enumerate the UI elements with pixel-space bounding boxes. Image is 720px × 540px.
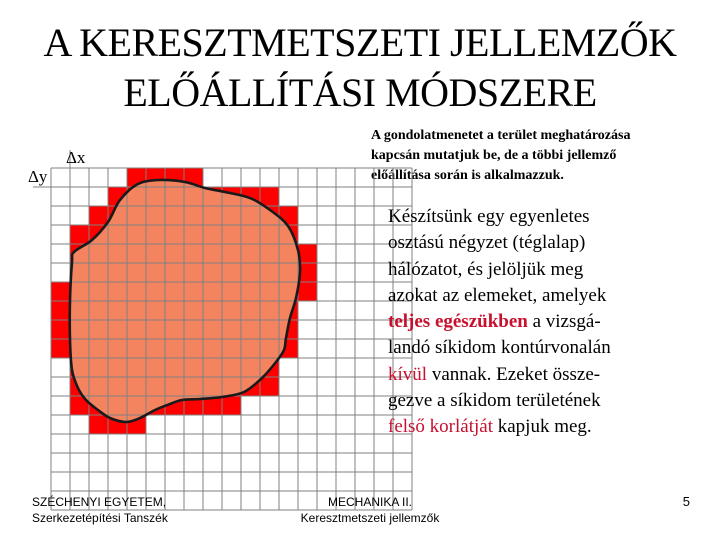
- body-line-9: [388, 414, 708, 440]
- dy-label: Δy: [28, 167, 48, 186]
- marked-cell: [51, 282, 70, 301]
- body-text: [388, 204, 708, 441]
- intro-note-line-2: kapcsán mutatjuk be, de a többi jellemző: [371, 148, 617, 163]
- body-line-8: gezve a síkidom területének: [388, 390, 601, 412]
- body-line-7-rest: vannak. Ezeket össze-: [427, 363, 601, 385]
- dx-label: Δx: [66, 148, 86, 167]
- footer-institution: [32, 494, 252, 526]
- footer-department: Szerkezetépítési Tanszék: [32, 511, 168, 525]
- marked-cell: [298, 282, 317, 301]
- footer-course-topic: Keresztmetszeti jellemzők: [300, 511, 440, 525]
- marked-cell: [260, 187, 279, 206]
- footer-course-name: MECHANIKA II.: [327, 495, 413, 509]
- highlight-full-cells: teljes egészükben: [388, 311, 528, 333]
- footer-course: [270, 494, 470, 526]
- body-line-4: azokat az elemeket, amelyek: [388, 284, 607, 306]
- title-line-1: A KERESZTMETSZETI JELLEMZŐK: [43, 20, 677, 65]
- title-line-2: ELŐÁLLÍTÁSI MÓDSZERE: [123, 70, 597, 115]
- body-line-1: Készítsünk egy egyenletes: [388, 206, 590, 227]
- highlight-upper-bound: felső korlátját: [388, 416, 493, 438]
- marked-cell: [260, 377, 279, 396]
- footer-university: SZÉCHENYI EGYETEM,: [32, 495, 167, 509]
- marked-cell: [51, 301, 70, 320]
- highlight-outside: kívül: [388, 363, 428, 385]
- body-line-5: [388, 309, 708, 335]
- marked-cell: [89, 415, 108, 434]
- body-line-6: landó síkidom kontúrvonalán: [388, 337, 611, 359]
- intro-note-line-3: előállítása során is alkalmazzuk.: [371, 168, 564, 183]
- page-number: 5: [682, 494, 690, 509]
- marked-cell: [51, 339, 70, 358]
- body-line-2: osztású négyzet (téglalap): [388, 232, 586, 254]
- body-line-3: hálózatot, és jelöljük meg: [388, 258, 584, 280]
- body-line-9-rest: kapjuk meg.: [493, 416, 592, 438]
- body-line-7: [388, 362, 708, 388]
- marked-cell: [222, 396, 241, 415]
- intro-note-line-1: A gondolatmenetet a terület meghatározása: [371, 128, 631, 143]
- marked-cell: [51, 320, 70, 339]
- body-line-5-rest: a vizsgá-: [527, 311, 601, 333]
- marked-cell: [89, 206, 108, 225]
- marked-cell: [70, 225, 89, 244]
